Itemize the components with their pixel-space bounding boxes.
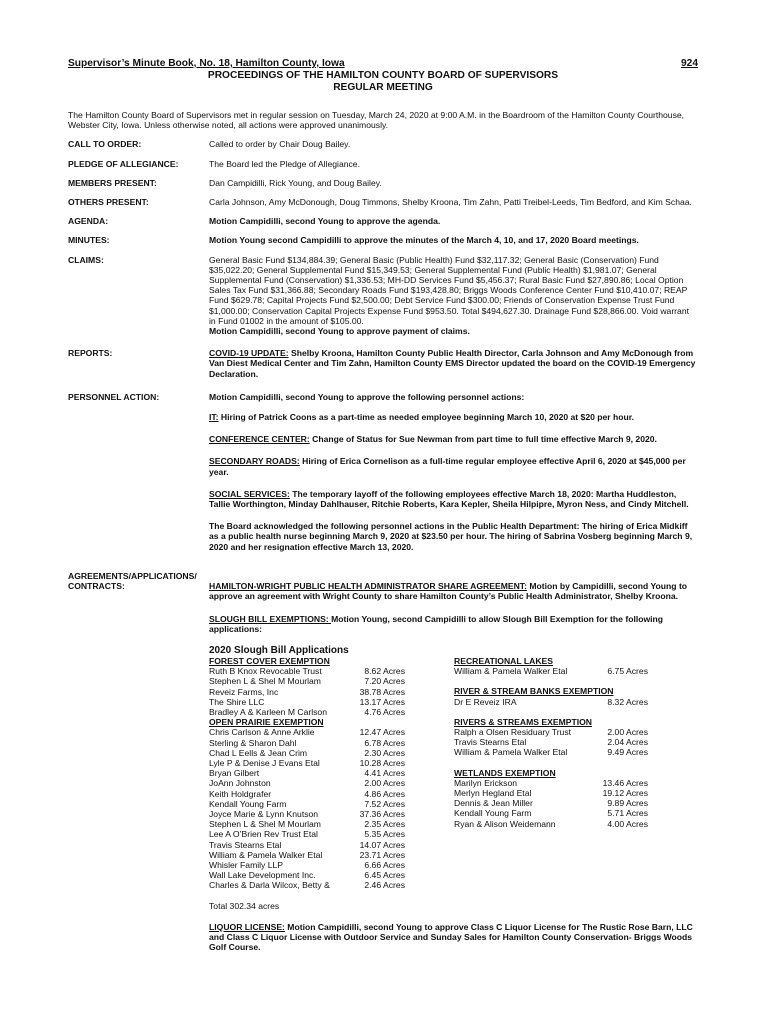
personnel-secondary-roads xyxy=(209,456,698,476)
application-row xyxy=(454,798,664,808)
exemption-section-heading: RECREATIONAL LAKES xyxy=(454,655,553,666)
sub-text: Motion by Campidilli, second Young to approve an agreement with Wright County to share Hamilton County’s Public Health Administrator, Shelby Kroona. xyxy=(209,581,688,602)
sub-text: The temporary layoff of the following employees effective March 18, 2020: Martha Huddleston, Tallie Worthington, Minday Dahlhauser, Ritchie Roberts, Kara Kepler, Sheila Hilpipre, Myron Ness, and Cindy Mitchell. xyxy=(209,488,689,510)
application-row xyxy=(209,778,454,788)
acreage: 8.62 Acres xyxy=(364,666,405,677)
exemption-section-heading: OPEN PRAIRIE EXEMPTION xyxy=(209,717,324,728)
personnel-action xyxy=(68,392,698,402)
liquor-license xyxy=(209,922,698,953)
proceedings-title: PROCEEDINGS OF THE HAMILTON COUNTY BOARD OF SUPERVISORS xyxy=(207,70,559,81)
sub-heading: IT: xyxy=(209,412,219,423)
sub-heading: LIQUOR LICENSE: xyxy=(209,921,285,932)
applicant-name: William & Pamela Walker Etal xyxy=(209,849,323,860)
pledge xyxy=(68,159,698,169)
sub-heading: CONFERENCE CENTER: xyxy=(209,434,310,445)
applicant-name: The Shire LLC xyxy=(209,696,265,707)
section-gap xyxy=(454,758,664,768)
item-label: CONTRACTS: xyxy=(68,581,125,592)
applications-right-column xyxy=(454,645,664,891)
application-row xyxy=(209,799,454,809)
applicant-name: Ralph a Olsen Residuary Trust xyxy=(454,726,572,737)
application-row xyxy=(209,727,454,737)
item-label: PLEDGE OF ALLEGIANCE: xyxy=(68,158,179,169)
applicant-name: Kendall Young Farm xyxy=(454,808,532,819)
sub-heading: SLOUGH BILL EXEMPTIONS: xyxy=(209,613,332,624)
item-text: Dan Campidilli, Rick Young, and Doug Bailey. xyxy=(209,177,382,188)
applications-title: 2020 Slough Bill Applications xyxy=(209,644,349,656)
item-label: CALL TO ORDER: xyxy=(68,139,142,150)
acreage: 8.32 Acres xyxy=(607,696,648,707)
applicant-name: Joyce Marie & Lynn Knutson xyxy=(209,808,319,819)
application-row xyxy=(454,788,664,798)
acreage: 4.76 Acres xyxy=(364,706,405,717)
acreage: 4.00 Acres xyxy=(607,818,648,829)
agreements-label: AGREEMENTS/APPLICATIONS/ xyxy=(68,570,197,581)
call-to-order xyxy=(68,139,698,149)
applicant-name: Sterling & Sharon Dahl xyxy=(209,737,297,748)
item-label: AGENDA: xyxy=(68,216,109,227)
reports-body xyxy=(209,348,698,379)
application-row xyxy=(209,738,454,748)
applicant-name: William & Pamela Walker Etal xyxy=(454,747,568,758)
applicant-name: Dennis & Jean Miller xyxy=(454,798,533,809)
applicant-name: Ryan & Alison Weidemann xyxy=(454,818,556,829)
sub-text: Motion Young, second Campidilli to allow Slough Bill Exemption for the following applications: xyxy=(209,613,664,634)
applicant-name: Charles & Darla Wilcox, Betty & xyxy=(209,880,330,891)
acreage: 7.52 Acres xyxy=(364,798,405,809)
applicant-name: Travis Stearns Etal xyxy=(209,839,282,850)
covid-update-heading: COVID-19 UPDATE: xyxy=(209,348,289,359)
acreage: 6.75 Acres xyxy=(607,666,648,677)
reports-text: Shelby Kroona, Hamilton County Public Health Director, Carla Johnson and Amy McDonough from Van Diest Medical Center and Tim Zahn, Hamilton County EMS Director updated the board on the COVID-19 Emergency Declaration. xyxy=(209,348,696,379)
item-text: Called to order by Chair Doug Bailey. xyxy=(209,139,351,150)
personnel-social-services xyxy=(209,489,698,509)
exemption-section-heading: RIVERS & STREAMS EXEMPTION xyxy=(454,716,592,727)
applicant-name: Lyle P & Denise J Evans Etal xyxy=(209,757,320,768)
agenda xyxy=(68,216,698,226)
application-row xyxy=(209,840,454,850)
applicant-name: Wall Lake Development Inc. xyxy=(209,870,316,881)
acreage: 4.86 Acres xyxy=(364,788,405,799)
applicant-name: Marilyn Erickson xyxy=(454,777,518,788)
acreage: 6.45 Acres xyxy=(364,870,405,881)
sub-text: The Board acknowledged the following personnel actions in the Public Health Department: The hiring of Erica Midkiff as a public health nurse beginning March 9, 2020 at $23.50 per hour. The hiring of Sabrina Vosberg beginning March 9, 2020 and her resignation effective March 13, 2020. xyxy=(209,521,693,552)
sub-heading: SECONDARY ROADS: xyxy=(209,456,300,467)
meeting-type: REGULAR MEETING xyxy=(333,81,433,93)
application-row xyxy=(209,789,454,799)
applications-total: Total 302.34 acres xyxy=(209,900,280,911)
item-label: REPORTS: xyxy=(68,348,113,359)
application-row xyxy=(454,727,664,737)
application-row xyxy=(454,819,664,829)
application-row xyxy=(209,819,454,829)
acreage: 38.78 Acres xyxy=(359,686,405,697)
applicant-name: Stephen L & Shel M Mourlam xyxy=(209,819,321,830)
application-row xyxy=(209,768,454,778)
acreage: 14.07 Acres xyxy=(359,839,405,850)
applicant-name: Keith Holdgrafer xyxy=(209,788,272,799)
acreage: 2.46 Acres xyxy=(364,880,405,891)
application-row xyxy=(209,809,454,819)
claims xyxy=(68,255,698,337)
applicant-name: Chad L Eells & Jean Crim xyxy=(209,747,308,758)
applicant-name: Bryan Gilbert xyxy=(209,768,260,779)
acreage: 9.89 Acres xyxy=(607,798,648,809)
reports xyxy=(68,348,698,379)
acreage: 5.35 Acres xyxy=(364,829,405,840)
application-row xyxy=(209,707,454,717)
agreements xyxy=(68,581,698,601)
exemption-section-heading: FOREST COVER EXEMPTION xyxy=(209,655,330,666)
personnel-conference-center xyxy=(209,434,698,444)
slough-bill-exemptions xyxy=(209,614,698,634)
item-text: Motion Campidilli, second Young to approve the agenda. xyxy=(209,216,441,227)
acreage: 6.78 Acres xyxy=(364,737,405,748)
acreage: 10.28 Acres xyxy=(359,757,405,768)
item-text: The Board led the Pledge of Allegiance. xyxy=(209,158,360,169)
minutes xyxy=(68,235,698,245)
sub-text: Hiring of Patrick Coons as a part-time as needed employee beginning March 10, 2020 at $20 per hour. xyxy=(218,412,635,423)
minutes-page xyxy=(68,58,698,952)
sub-text: Hiring of Erica Cornelison as a full-time regular employee effective April 6, 2020 at $45,000 per year. xyxy=(209,456,686,477)
application-row xyxy=(209,870,454,880)
hamilton-wright-agreement xyxy=(209,581,698,601)
applicant-name: Bradley A & Karleen M Carlson xyxy=(209,706,327,717)
applicant-name: Travis Stearns Etal xyxy=(454,737,527,748)
applicant-name: Dr E Reveiz IRA xyxy=(454,696,517,707)
exemption-section-heading: RIVER & STREAM BANKS EXEMPTION xyxy=(454,686,614,697)
claims-motion: Motion Campidilli, second Young to approve payment of claims. xyxy=(209,326,470,337)
intro-paragraph: The Hamilton County Board of Supervisors met in regular session on Tuesday, March 24, 2020 at 9:00 A.M. in the Boardroom of the Hamilton County Courthouse, Webster City, Iowa. Unless otherwise noted, all actions were approved unanimously. xyxy=(68,110,685,131)
section-gap xyxy=(454,676,664,686)
sub-heading: HAMILTON-WRIGHT PUBLIC HEALTH ADMINISTRATOR SHARE AGREEMENT: xyxy=(209,581,527,592)
page-number: 924 xyxy=(681,58,698,69)
acreage: 2.30 Acres xyxy=(364,747,405,758)
item-label: MEMBERS PRESENT: xyxy=(68,177,157,188)
acreage: 2.04 Acres xyxy=(607,737,648,748)
application-row xyxy=(209,850,454,860)
application-row xyxy=(209,748,454,758)
applications-left-column xyxy=(209,645,454,891)
application-row xyxy=(454,697,664,707)
acreage: 19.12 Acres xyxy=(602,787,648,798)
applicant-name: Kendall Young Farm xyxy=(209,798,287,809)
acreage: 6.66 Acres xyxy=(364,859,405,870)
sub-heading: SOCIAL SERVICES: xyxy=(209,488,290,499)
applicant-name: Whisler Family LLP xyxy=(209,859,284,870)
applicant-name: JoAnn Johnston xyxy=(209,778,271,789)
application-row xyxy=(209,666,454,676)
application-row xyxy=(454,666,664,676)
left-sections xyxy=(209,656,454,891)
acreage: 2.00 Acres xyxy=(364,778,405,789)
applicant-name: Merlyn Hegland Etal xyxy=(454,787,532,798)
item-label: CLAIMS: xyxy=(68,254,104,265)
personnel-it xyxy=(209,412,698,422)
acreage: 13.17 Acres xyxy=(359,696,405,707)
application-row xyxy=(454,747,664,757)
applicant-name: Stephen L & Shel M Mourlam xyxy=(209,676,321,687)
acreage: 2.35 Acres xyxy=(364,819,405,830)
applicant-name: Ruth B Knox Revocable Trust xyxy=(209,666,322,677)
claims-text: General Basic Fund $134,884.39; General Basic (Public Health) Fund $32,117.32; General Basic (Conservation) Fund $35,022.20; General Supplemental Fund $15,349.53; General Supplemental Fund (Public Health) $1,981.07; General Supplemental Fund (Conservation) $1,336.53; MH-DD Services Fund $5,456.37; Rural Basic Fund $27,890.86; Local Option Sales Tax Fund $31,366.88; Secondary Roads Fund $193,428.80; Briggs Woods Conference Center Fund $10,410.07; REAP Fund $629.78; Capital Projects Fund $2,500.00; Debt Service Fund $300.00; Friends of Conservation Expense Trust Fund $1,000.00; Conservation Capital Projects Expense Fund $953.50. Total $494,627.30. Drainage Fund $28,866.00. Void warrant in Fund 01002 in the amount of $105.00. xyxy=(209,254,689,326)
application-row xyxy=(209,829,454,839)
slough-applications xyxy=(209,645,698,891)
page-header xyxy=(68,58,698,70)
item-label: PERSONNEL ACTION: xyxy=(68,391,160,402)
personnel-public-health xyxy=(209,521,698,552)
acreage: 13.46 Acres xyxy=(602,777,648,788)
item-label: OTHERS PRESENT: xyxy=(68,197,149,208)
sub-text: Motion Campidilli, second Young to approve Class C Liquor License for The Rustic Rose Barn, LLC and Class C Liquor License with Outdoor Service and Sunday Sales for Hamilton County Conservation- Briggs Woods Golf Course. xyxy=(209,921,693,953)
exemption-section-heading: WETLANDS EXEMPTION xyxy=(454,767,556,778)
section-gap xyxy=(454,707,664,717)
acreage: 23.71 Acres xyxy=(359,849,405,860)
acreage: 2.00 Acres xyxy=(607,726,648,737)
application-row xyxy=(209,697,454,707)
application-row xyxy=(454,778,664,788)
application-row xyxy=(454,808,664,818)
sub-text: Change of Status for Sue Newman from part time to full time effective March 9, 2020. xyxy=(309,434,657,445)
applicant-name: Chris Carlson & Anne Arklie xyxy=(209,727,315,738)
acreage: 7.20 Acres xyxy=(364,676,405,687)
claims-body xyxy=(209,255,698,337)
acreage: 12.47 Acres xyxy=(359,727,405,738)
applicant-name: William & Pamela Walker Etal xyxy=(454,666,568,677)
applicant-name: Lee A O’Brien Rev Trust Etal xyxy=(209,829,318,840)
acreage: 5.71 Acres xyxy=(607,808,648,819)
applicant-name: Reveiz Farms, Inc xyxy=(209,686,279,697)
application-row xyxy=(209,687,454,697)
application-row xyxy=(209,880,454,890)
application-row xyxy=(209,676,454,686)
members-present xyxy=(68,178,698,188)
acreage: 37.36 Acres xyxy=(359,808,405,819)
item-text: Motion Campidilli, second Young to approve the following personnel actions: xyxy=(209,391,525,402)
acreage: 4.41 Acres xyxy=(364,768,405,779)
application-row xyxy=(454,737,664,747)
others-present xyxy=(68,197,698,207)
acreage: 9.49 Acres xyxy=(607,747,648,758)
application-row xyxy=(209,860,454,870)
item-label: MINUTES: xyxy=(68,235,110,246)
right-sections xyxy=(454,656,664,829)
minute-book-title: Supervisor’s Minute Book, No. 18, Hamilton County, Iowa xyxy=(68,58,345,69)
application-row xyxy=(209,758,454,768)
item-text: Motion Young second Campidilli to approve the minutes of the March 4, 10, and 17, 2020 Board meetings. xyxy=(209,235,639,246)
item-text: Carla Johnson, Amy McDonough, Doug Timmons, Shelby Kroona, Tim Zahn, Patti Treibel-Leeds, Tim Bedford, and Kim Schaa. xyxy=(209,197,692,208)
